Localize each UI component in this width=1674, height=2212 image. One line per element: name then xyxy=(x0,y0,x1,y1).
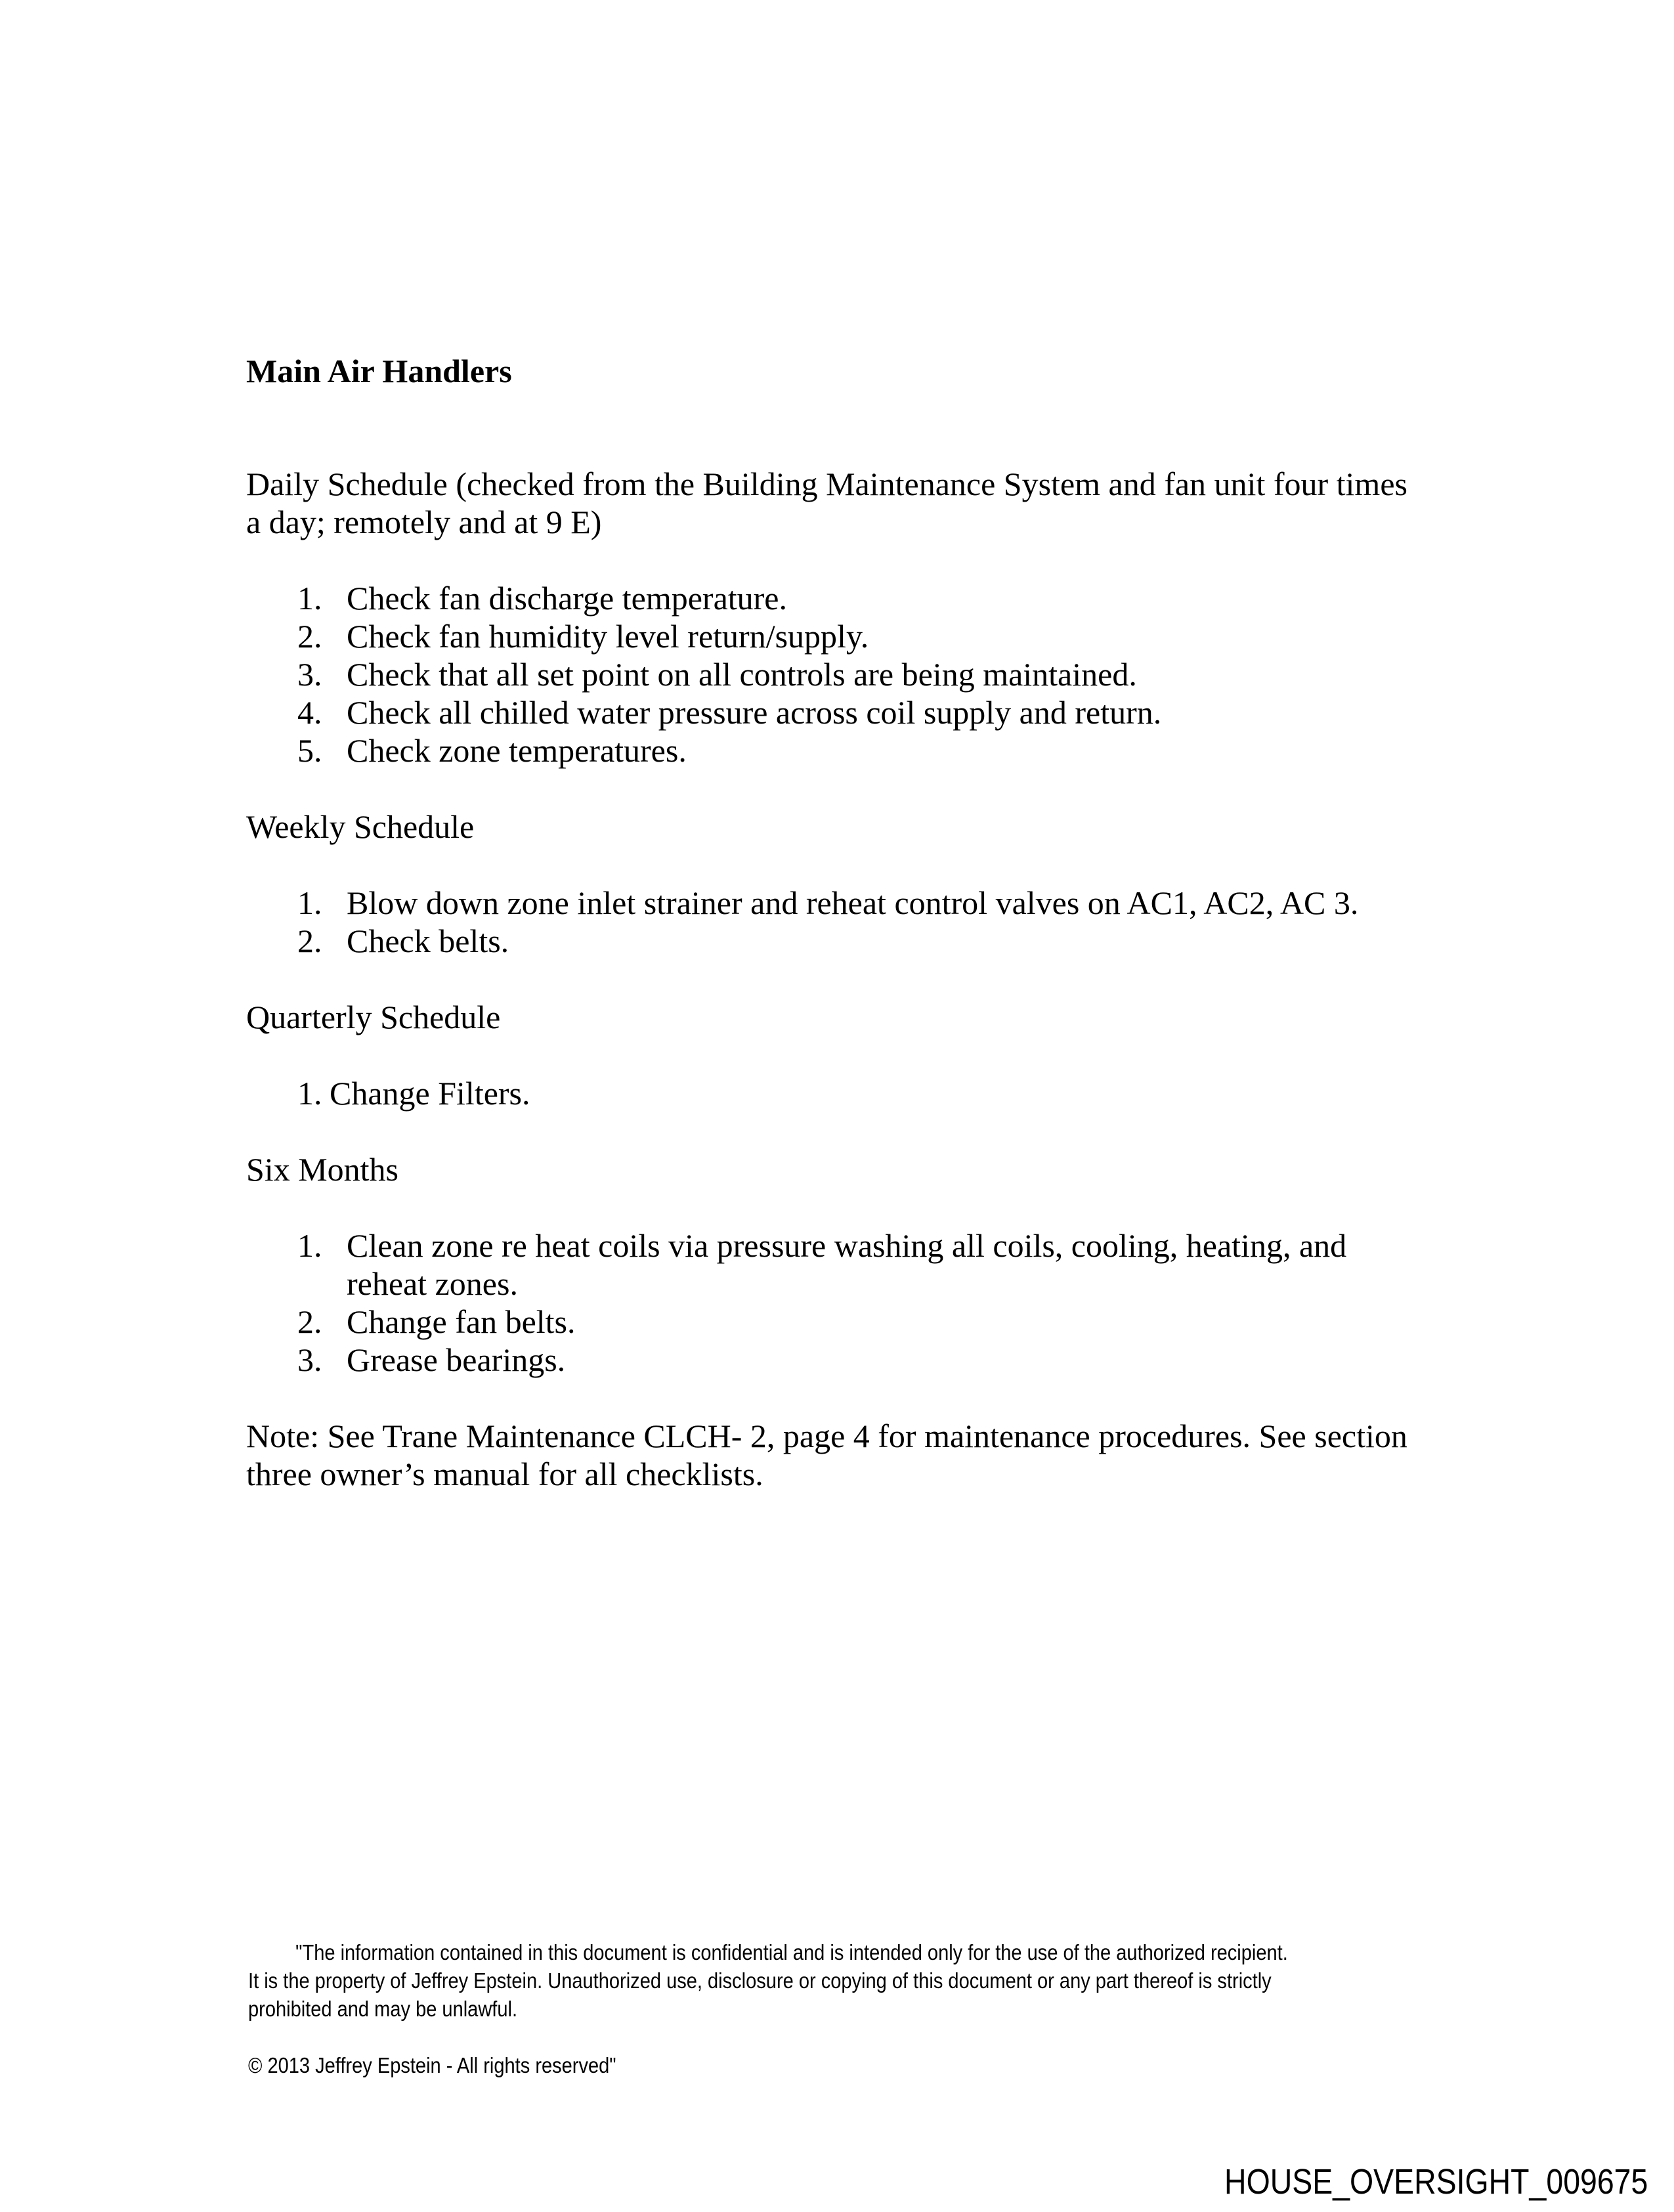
list-item-number: 1. xyxy=(297,884,322,921)
list-item-text: Change Filters. xyxy=(330,1075,530,1112)
list-item xyxy=(246,884,1457,922)
list-item xyxy=(246,693,1457,731)
confidentiality-footer xyxy=(248,1938,1288,2079)
list-item-text: Check fan discharge temperature. xyxy=(347,580,787,617)
quarterly-schedule-heading: Quarterly Schedule xyxy=(246,999,501,1035)
list-item xyxy=(246,922,1457,960)
bates-number: HOUSE_OVERSIGHT_009675 xyxy=(1224,2162,1648,2201)
list-item xyxy=(246,617,1457,655)
note-line-2: three owner’s manual for all checklists. xyxy=(246,1456,763,1492)
six-months-heading: Six Months xyxy=(246,1151,399,1188)
daily-schedule-list xyxy=(246,579,1457,770)
list-item-text: Check belts. xyxy=(347,922,509,959)
list-item xyxy=(246,579,1457,617)
list-item-text: Check all chilled water pressure across coil supply and return. xyxy=(347,694,1162,731)
list-item xyxy=(246,1303,1457,1341)
list-item xyxy=(246,1226,1457,1265)
list-item xyxy=(246,731,1457,770)
six-months-list xyxy=(246,1226,1457,1379)
page-title: Main Air Handlers xyxy=(246,353,512,389)
list-item-number: 1. xyxy=(297,1227,322,1264)
weekly-schedule-list xyxy=(246,884,1457,960)
quarterly-schedule-item xyxy=(246,1074,1457,1112)
list-item-text: Check fan humidity level return/supply. xyxy=(347,618,869,655)
list-item-continuation: reheat zones. xyxy=(347,1265,518,1302)
daily-heading-line-1: Daily Schedule (checked from the Building Maintenance System and fan unit four times xyxy=(246,466,1407,502)
copyright-line: © 2013 Jeffrey Epstein - All rights reserved" xyxy=(248,2053,616,2077)
disclaimer-line-2: It is the property of Jeffrey Epstein. Unauthorized use, disclosure or copying of this document or any part thereof is strictly xyxy=(248,1968,1272,1993)
list-item-text: Clean zone re heat coils via pressure washing all coils, cooling, heating, and xyxy=(347,1227,1347,1264)
note-line-1: Note: See Trane Maintenance CLCH- 2, page 4 for maintenance procedures. See section xyxy=(246,1418,1407,1454)
list-item-number: 1. xyxy=(297,1075,322,1112)
list-item-number: 2. xyxy=(297,1303,322,1340)
list-item-number: 2. xyxy=(297,922,322,959)
list-item-number: 5. xyxy=(297,732,322,769)
list-item-text: Grease bearings. xyxy=(347,1341,566,1378)
list-item-number: 2. xyxy=(297,618,322,655)
list-item-number: 3. xyxy=(297,656,322,693)
daily-heading-line-2: a day; remotely and at 9 E) xyxy=(246,504,602,540)
list-item xyxy=(246,655,1457,693)
list-item-text: Check that all set point on all controls are being maintained. xyxy=(347,656,1137,693)
list-item xyxy=(246,1341,1457,1379)
document-body xyxy=(246,352,1457,1493)
list-item-text: Change fan belts. xyxy=(347,1303,576,1340)
list-item-number: 1. xyxy=(297,580,322,617)
daily-schedule-heading xyxy=(246,465,1457,541)
list-item-number: 4. xyxy=(297,694,322,731)
list-item-text: Blow down zone inlet strainer and reheat control valves on AC1, AC2, AC 3. xyxy=(347,884,1359,921)
disclaimer-line-1: "The information contained in this document is confidential and is intended only for the use of the authorized recipient. xyxy=(295,1940,1288,1964)
disclaimer-line-3: prohibited and may be unlawful. xyxy=(248,1997,518,2021)
list-item-number: 3. xyxy=(297,1341,322,1378)
list-item-text: Check zone temperatures. xyxy=(347,732,687,769)
weekly-schedule-heading: Weekly Schedule xyxy=(246,808,475,845)
note-paragraph xyxy=(246,1417,1457,1493)
